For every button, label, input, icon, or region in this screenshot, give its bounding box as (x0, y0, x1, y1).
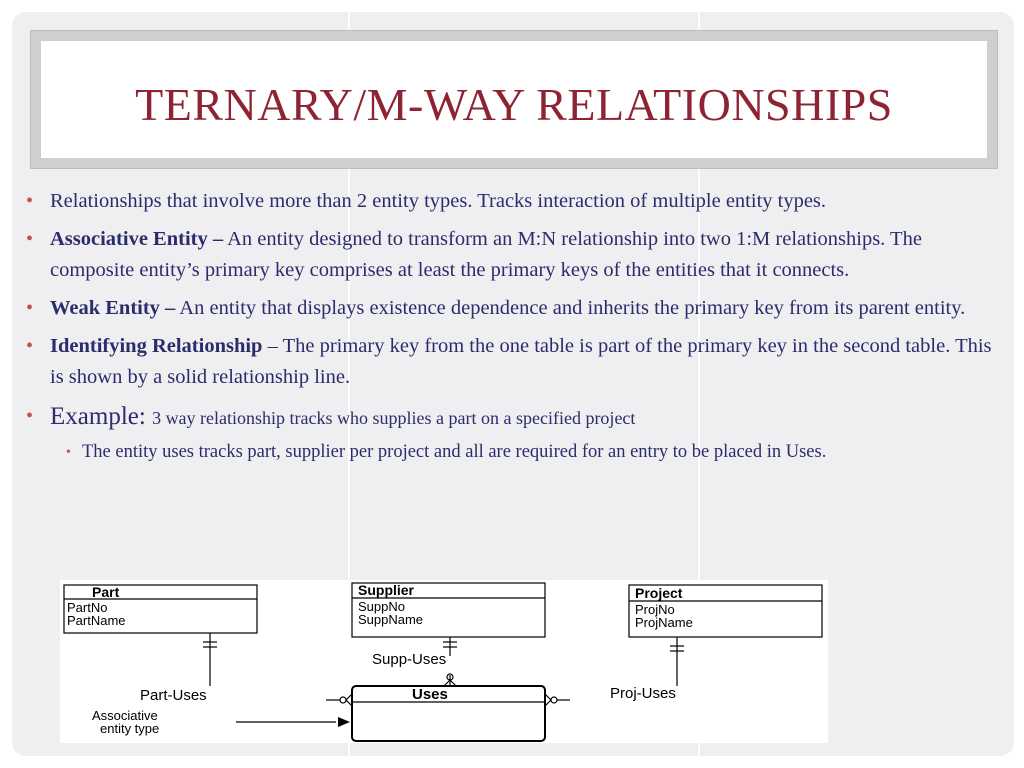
supp-uses-label: Supp-Uses (372, 651, 447, 668)
sub-bullet-dot-icon: • (66, 445, 71, 460)
project-attr-1: ProjNo (635, 602, 675, 617)
bullet-dot-icon: • (26, 190, 34, 212)
bullet-list (26, 186, 1006, 472)
er-diagram-svg (60, 580, 828, 743)
supplier-attr-2: SuppName (358, 612, 424, 627)
sub-bullet-text: The entity uses tracks part, supplier per project and all are required for an entry to be placed in Uses. (82, 442, 827, 462)
associative-note-line-2: entity type (100, 721, 160, 736)
bullet-dot-icon: • (26, 297, 34, 319)
proj-uses-label: Proj-Uses (610, 685, 676, 702)
uses-entity-name: Uses (412, 686, 448, 703)
bullet-term: Identifying Relationship (50, 335, 263, 357)
bullet-text: An entity that displays existence dependence and inherits the primary key from its parent entity. (175, 297, 966, 319)
bullet-text: – The primary key from the one table is part of the primary key in the second table. This is shown by a solid relationship line. (50, 335, 992, 388)
bullet-item (26, 224, 1006, 286)
er-diagram (60, 580, 828, 743)
sub-bullet-item (26, 439, 1006, 465)
arrow-head-icon (338, 717, 350, 727)
part-attr-2: PartName (67, 613, 126, 628)
bullet-term: Associative Entity – (50, 228, 224, 250)
bullet-dot-icon: • (26, 405, 34, 427)
bullet-item (26, 331, 1006, 393)
uses-entity-box (352, 686, 545, 741)
part-entity-name: Part (92, 584, 120, 600)
supplier-entity-name: Supplier (358, 582, 415, 598)
associative-note-line-1: Associative (92, 708, 158, 723)
supplier-attr-1: SuppNo (358, 599, 405, 614)
project-entity-name: Project (635, 585, 683, 601)
bullet-item (26, 293, 1006, 324)
bullet-dot-icon: • (26, 335, 34, 357)
title-frame (30, 30, 998, 169)
example-label: Example: (50, 403, 146, 430)
bullet-text: Relationships that involve more than 2 entity types. Tracks interaction of multiple entity types. (50, 190, 827, 212)
example-text: 3 way relationship tracks who supplies a part on a specified project (152, 408, 636, 428)
bullet-dot-icon: • (26, 228, 34, 250)
bullet-term: Weak Entity – (50, 297, 176, 319)
slide (12, 12, 1014, 756)
title-box (41, 41, 987, 158)
slide-title: TERNARY/M-WAY RELATIONSHIPS (135, 79, 893, 130)
bullet-item (26, 186, 1006, 217)
part-attr-1: PartNo (67, 600, 108, 615)
example-item (26, 400, 1006, 435)
project-attr-2: ProjName (635, 615, 693, 630)
bullet-text: An entity designed to transform an M:N relationship into two 1:M relationships. The composite entity’s primary key comprises at least the primary keys of the entities that it connects. (50, 228, 922, 281)
part-uses-label: Part-Uses (140, 687, 207, 704)
